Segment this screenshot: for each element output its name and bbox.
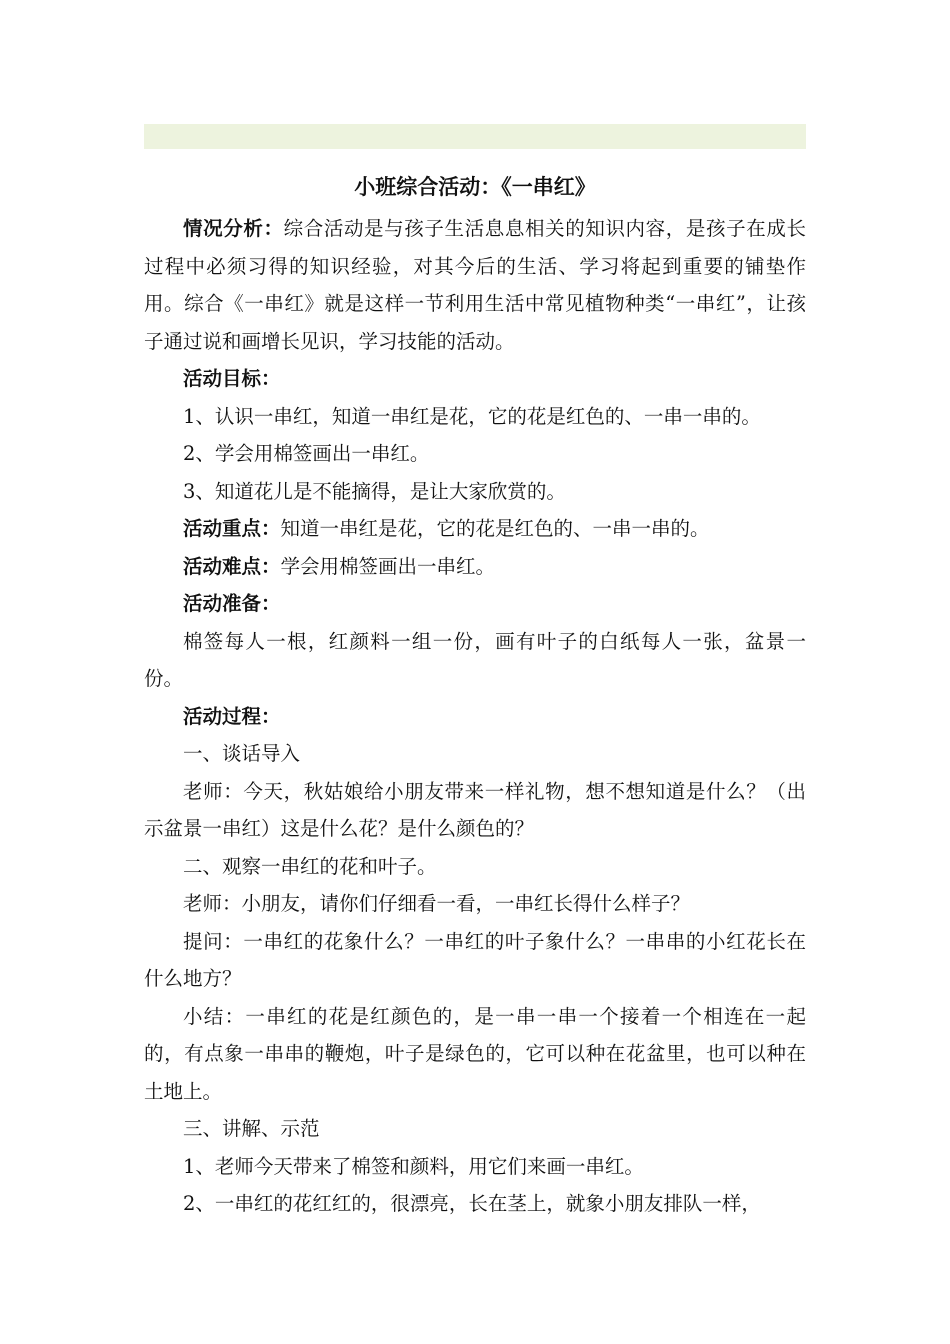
- goals-heading: [144, 360, 806, 398]
- difficulty-text: 学会用棉签画出一串红。: [280, 554, 496, 578]
- goals-label: 活动目标：: [183, 367, 281, 390]
- analysis-label: 情况分析：: [183, 217, 284, 240]
- analysis-paragraph: [144, 210, 806, 360]
- step1-title: 一、谈话导入: [183, 742, 301, 765]
- key-point-text: 知道一串红是花，它的花是红色的、一串一串的。: [280, 517, 710, 540]
- key-point-label: 活动重点：: [183, 517, 281, 540]
- key-point-paragraph: [144, 510, 806, 548]
- step2-text-3: 小结：一串红的花是红颜色的，是一串一串一个接着一个相连在一起的，有点象一串串的鞭炮，叶子是绿色的，它可以种在花盆里，也可以种在土地上。: [144, 1004, 806, 1103]
- step2-text-2: 提问：一串红的花象什么？一串红的叶子象什么？一串串的小红花长在什么地方？: [144, 929, 806, 990]
- prep-heading: [144, 585, 806, 623]
- step2-title: 二、观察一串红的花和叶子。: [183, 854, 437, 878]
- step3-title: 三、讲解、示范: [183, 1117, 320, 1140]
- step3-text-2: 2、一串红的花红红的，很漂亮，长在茎上，就象小朋友排队一样，: [183, 1192, 761, 1215]
- process-label: 活动过程：: [183, 704, 281, 728]
- step2-text-1: 老师：小朋友，请你们仔细看一看，一串红长得什么样子？: [183, 892, 691, 915]
- goal-item-2: 2、学会用棉签画出一串红。: [183, 442, 430, 465]
- document-body: [144, 166, 806, 1223]
- prep-text: 棉签每人一根，红颜料一组一份，画有叶子的白纸每人一张，盆景一份。: [144, 629, 806, 690]
- document-title: 小班综合活动：《一串红》: [354, 174, 596, 199]
- prep-label: 活动准备：: [183, 592, 281, 615]
- goal-item-1: 1、认识一串红，知道一串红是花，它的花是红色的、一串一串的。: [183, 404, 761, 428]
- difficulty-label: 活动难点：: [183, 554, 281, 578]
- difficulty-paragraph: [144, 548, 806, 586]
- process-heading: [144, 698, 806, 736]
- header-band: [144, 124, 806, 149]
- step3-text-1: 1、老师今天带来了棉签和颜料，用它们来画一串红。: [183, 1154, 644, 1178]
- step1-text: 老师：今天，秋姑娘给小朋友带来一样礼物，想不想知道是什么？（出示盆景一串红）这是什么花？是什么颜色的？: [144, 779, 806, 840]
- goal-item-3: 3、知道花儿是不能摘得，是让大家欣赏的。: [183, 479, 566, 503]
- analysis-text: 综合活动是与孩子生活息息相关的知识内容，是孩子在成长过程中必须习得的知识经验，对其今后的生活、学习将起到重要的铺垫作用。综合《一串红》就是这样一节利用生活中常见植物种类“一串红”，让孩子通过说和画增长见识，学习技能的活动。: [144, 217, 806, 353]
